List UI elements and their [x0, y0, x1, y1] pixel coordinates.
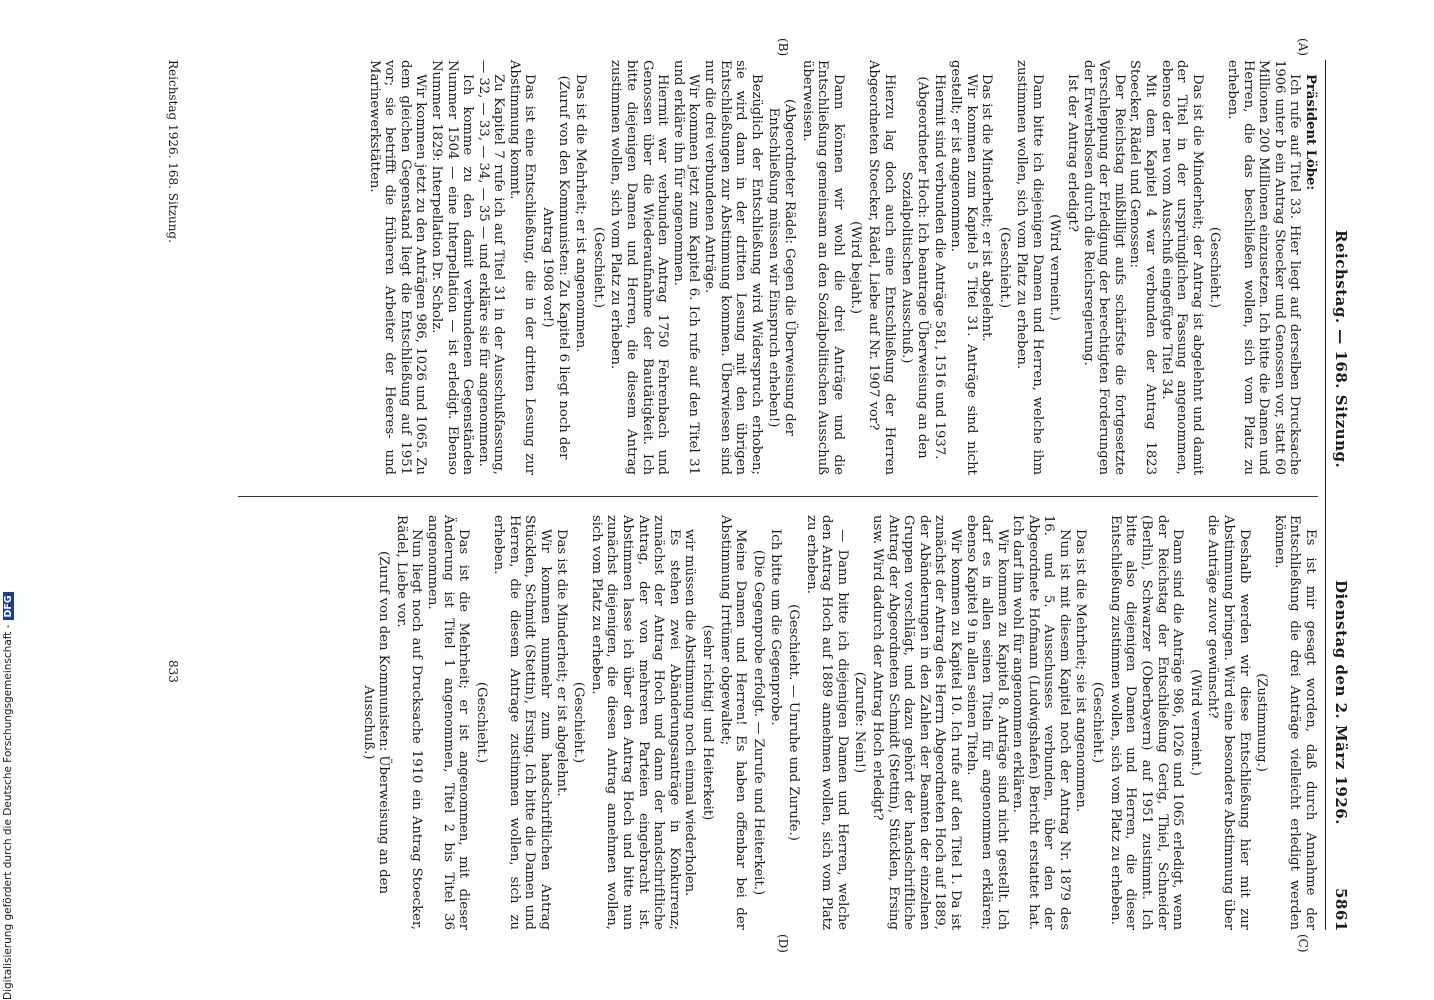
header-date: Dienstag den 2. März 1926. [1332, 580, 1350, 825]
interjection: (Wird bejaht.) [848, 221, 864, 314]
paragraph: Hierzu lag doch auch eine Entschließung der Herren Abgeordneten Stoecker, Rädel, Liebe auf Nr. 1907 vor? [865, 60, 897, 475]
paragraph: Dann sind die Anträge 986, 1026 und 1065 erledigt, wenn der Reichstag der Entschließung Gerig, Thiel, Schneider (Berlin), Schwarzer (Oberbayern) auf 1951 zustimmt. Ich bitte also diejenigen Damen und Herren, die dieser Entschließung zustimmen wollen, sich vom Platz zu erheben. [1107, 515, 1186, 930]
column-divider [238, 496, 1318, 497]
interjection: (Geschieht.) [590, 226, 606, 309]
paragraph: Das ist die Minderheit; er ist abgelehnt. [979, 74, 995, 342]
paragraph: Wir kommen zu Kapitel 8. Anträge sind nicht gestellt. Ich darf es in allen seinen Titeln für angenommen erklären; ebenso Kapitel 9 in allen seinen Titeln. [963, 515, 1010, 930]
interjection: (Zustimmung.) [1254, 673, 1270, 772]
page-header [1330, 60, 1350, 930]
margin-letter-a: (A) [1296, 38, 1310, 57]
paragraph: Das ist eine Entschließung, die in der dritten Lesung zur Abstimmung kommt. [506, 60, 538, 475]
paragraph: Es ist mir gesagt worden, daß durch Annahme der Entschließung die drei Anträge vielleicht erledigt werden können. [1271, 515, 1318, 930]
interjection: (Die Gegenprobe erfolgt. — Zurufe und Heiterkeit.) [750, 549, 766, 896]
paragraph: Bezüglich der Entschließung wird Widerspruch erhoben; sie wird dann in der dritten Lesung mit den übrigen Entschließungen zur Abstimmung kommen. Überwiesen sind nur die drei verbundenen Anträge. [702, 60, 764, 475]
header-page-number: 5861 [1332, 888, 1350, 932]
right-column [358, 515, 1318, 930]
interjection: (Geschieht. — Unruhe und Zurufe.) [786, 604, 801, 841]
credit-text: Digitalisierung gefördert durch die Deutsche Forschungsgemeinschaft - [2, 624, 14, 1000]
paragraph: Wir kommen zum Kapitel 5 Titel 31. Anträge sind nicht gestellt; er ist angenommen. [947, 60, 979, 475]
footer-session: Reichstag 1926. 168. Sitzung. [166, 60, 180, 243]
paragraph: Das ist die Minderheit; er ist abgelehnt. [553, 529, 569, 797]
paragraph: Es stehen zwei Abänderungsanträge in Konkurrenz; zunächst der Antrag Hoch und dann der handschriftliche Antrag, der von mehreren Parteien eingebracht ist. Abstimmen lasse ich über den Antrag Hoch und bitte nun zunächst diejenigen, die diesen Antrag annehmen wollen, sich vom Platz zu erheben. [588, 515, 682, 930]
margin-letter-b: (B) [776, 38, 790, 57]
paragraph: Hiermit sind verbunden die Anträge 581, 1516 und 1937. [932, 74, 948, 460]
paragraph: Wir kommen zu Kapitel 10. Ich rufe auf den Titel 1. Da ist zunächst der Antrag des Herrn Abgeordneten Hoch auf 1889, der Abänderungen in den Zahlen der Beamten der einzelnen Gruppen vorschlägt, und dazu gehört der handschriftliche Antrag der Abgeordneten Schmidt (Stettin), Stücklen, Ersing usw. Wird dadurch der Antrag Hoch erledigt? [869, 515, 963, 930]
paragraph: Ist der Antrag erledigt? [1065, 74, 1081, 232]
interjection: (Geschieht.) [1090, 681, 1106, 764]
footer-page-number: 833 [166, 660, 180, 683]
paragraph: Das ist die Mehrheit; er ist angenommen. [573, 74, 589, 353]
paragraph: Meine Damen und Herren! Es haben offenbar bei der Abstimmung Irrtümer obgewaltet; [717, 515, 749, 930]
interjection: (Geschieht.) [473, 681, 489, 764]
paragraph: Nun ist mit diesem Kapitel noch der Antrag Nr. 1879 des 16. und 5. Ausschusses verbunden, über den der Abgeordnete Hofmann (Ludwigshafen) Bericht erstattet hat. Ich darf ihn wohl für angenommen erklären. [1010, 515, 1073, 930]
interjection: (Zuruf von den Kommunisten: Überweisung an den Ausschuß.) [360, 551, 392, 894]
paragraph: Wir kommen nunmehr zum handschriftlichen Antrag Stücklen, Schmidt (Stettin), Ersing. Ich bitte die Damen und Herren, die diesem Antrage zustimmen wollen, sich zu erheben. [491, 515, 554, 930]
speaker-name: Präsident Löbe: [1303, 74, 1318, 191]
paragraph: Wir kommen jetzt zu den Anträgen 986, 1026 und 1065. Zu dem gleichen Gegenstand liegt die Entschließung auf 1951 vor; sie betrifft die früheren Arbeiter der Heeres- und Marinewerkstätten. [366, 60, 429, 475]
interjection: (Abgeordneter Hoch: Ich beantrage Überweisung an den Sozialpolitischen Ausschuß.) [899, 76, 930, 459]
paragraph: Wir kommen jetzt zum Kapitel 6. Ich rufe auf den Titel 31 und erkläre ihn für angenommen. [670, 60, 702, 475]
digitization-credit [2, 595, 16, 1000]
paragraph: Das ist die Mehrheit; sie ist angenommen. [1072, 529, 1088, 813]
paragraph: Nun liegt noch auf Drucksache 1910 ein Antrag Stoecker, Rädel, Liebe vor. [393, 515, 425, 930]
paragraph: Zu Kapitel 7 rufe ich auf Titel 31 in der Ausschußfassung, — 32, — 33, — 34, — 35 — und erkläre sie für angenommen. [475, 60, 507, 475]
paragraph: Hiermit war verbunden Antrag 1750 Fehrenbach und Genossen über die Wiederaufnahme der Bautätigkeit. Ich bitte diejenigen Damen und Herren, die diesem Antrag zustimmen wollen, sich vom Platz zu erheben. [608, 60, 671, 475]
rotated-page-content [120, 38, 1350, 953]
interjection: (Zurufe: Nein!) [852, 671, 868, 774]
margin-letter-c: (C) [1296, 934, 1310, 953]
paragraph: Deshalb werden wir diese Entschließung hier mit zur Abstimmung bringen. Wird eine besondere Abstimmung über die Anträge zuvor gewünscht? [1205, 515, 1252, 930]
dfg-logo: DFG [3, 592, 14, 620]
paragraph: — Dann bitte ich diejenigen Damen und Herren, welche den Antrag Hoch auf 1889 annehmen wollen, sich vom Platz zu erheben. [803, 515, 850, 930]
interjection: (Abgeordneter Rädel: Gegen die Überweisung der Entschließung müssen wir Einspruch erheben!) [766, 99, 797, 436]
paragraph: wir müssen die Abstimmung noch einmal wiederholen. [682, 529, 698, 897]
interjection: (Geschieht.) [996, 226, 1012, 309]
interjection: (sehr richtig! und Heiterkeit) [700, 624, 716, 821]
paragraph: Ich komme zu den damit verbundenen Gegenständen Nummer 1504 — eine Interpellation — ist erledigt. Ebenso Nummer 1829: Interpellation Dr. Scholz. [428, 60, 476, 475]
paragraph: Ich rufe auf Titel 33. Hier liegt auf derselben Drucksache 1906 unter b ein Antrag Stoecker und Genossen vor, statt 60 Millionen 200 Millionen einzusetzen. Ich bitte die Damen und Herren, die das beschließen wollen, sich vom Platz zu erheben. [1225, 60, 1303, 475]
interjection: (Wird verneint.) [1187, 669, 1203, 776]
paragraph: Ich bitte um die Gegenprobe. [768, 529, 784, 726]
interjection: (Geschieht.) [571, 681, 587, 764]
paragraph: Mit dem Kapitel 4 war verbunden der Antrag 1823 Stoecker, Rädel und Genossen: [1127, 60, 1159, 475]
interjection: (Wird verneint.) [1047, 214, 1063, 321]
header-rule [1325, 60, 1326, 930]
paragraph: Das ist die Minderheit; der Antrag ist abgelehnt und damit der Titel in der ursprünglichen Fassung angenommen, ebenso der neu vom Ausschuß eingefügte Titel 34. [1158, 60, 1205, 475]
paragraph: Das ist die Mehrheit; er ist angenommen, mit dieser Änderung ist Titel 1 angenommen, Titel 2 bis Titel 36 angenommen. [424, 515, 472, 930]
header-session: Reichstag. — 168. Sitzung. [1332, 230, 1350, 469]
paragraph: Dann bitte ich diejenigen Damen und Herren, welche ihm zustimmen wollen, sich vom Platz zu erheben. [1014, 60, 1045, 475]
paragraph: Dann können wir wohl die drei Anträge und die Entschließung gemeinsam an den Sozialpolitischen Ausschuß überweisen. [799, 60, 846, 475]
paragraph: Der Reichstag mißbilligt aufs schärfste die fortgesetzte Verschleppung der Erledigung der berechtigten Forderungen der Erwerbslosen durch die Reichsregierung. [1080, 60, 1127, 475]
left-column [366, 60, 1318, 475]
interjection: (Geschieht.) [1207, 226, 1223, 309]
interjection: (Zuruf von den Kommunisten: Zu Kapitel 6 liegt noch der Antrag 1908 vor!) [540, 75, 571, 460]
margin-letter-d: (D) [776, 934, 790, 953]
